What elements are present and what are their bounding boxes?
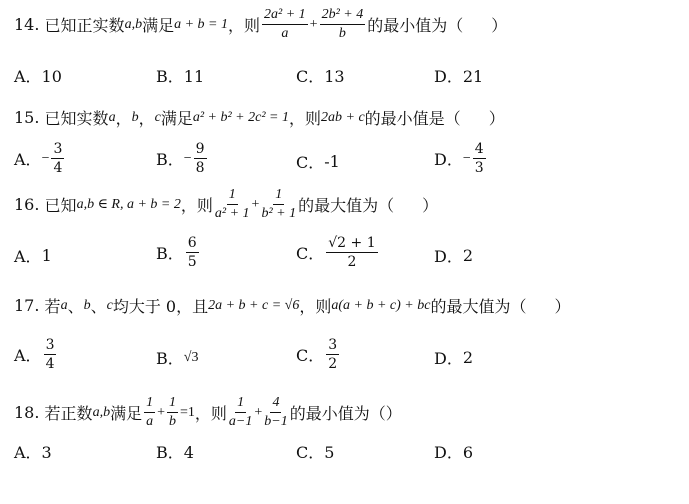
question-14-stem (14, 6, 507, 43)
fraction: $\frac{1}{a}$ (146, 395, 154, 429)
option-b: B． $\frac{6}{5}$ (156, 235, 197, 270)
math-expression: 2ab + c (321, 109, 365, 125)
math-condition: a² + b² + 2c² = 1 (192, 109, 289, 125)
option-a: A． − $\frac{3}{4}$ (14, 141, 63, 176)
fraction: $\frac{\text{2a² + 1}}{a}$ (264, 7, 306, 41)
math-var: a (60, 297, 68, 313)
math-var: b (83, 297, 91, 313)
stem-text: 的最小值是（ (364, 109, 461, 128)
option-c: C． $\frac{√2 + 1}{2}$ (296, 235, 376, 270)
separator: 、 (90, 297, 107, 316)
stem-text: 的最大值为（ (298, 196, 395, 215)
plus-sign: + (254, 404, 263, 420)
answer-blank: ） (554, 297, 571, 316)
stem-text: ，则 (288, 109, 321, 128)
option-d: D．21 (434, 67, 484, 86)
option-a: A．3 (14, 443, 52, 462)
question-number: 17. (14, 296, 40, 315)
option-c: C．5 (296, 443, 335, 462)
math-condition: a + b = 1 (174, 16, 228, 32)
stem-text: ，则 (180, 196, 213, 215)
math-var: a (108, 109, 116, 125)
stem-text: ，则 (194, 404, 227, 423)
option-c: C．13 (296, 67, 345, 86)
plus-sign: + (157, 404, 165, 420)
question-17-stem (14, 294, 570, 317)
option-c: C． $\frac{3}{2}$ (296, 337, 338, 372)
option-b: B．11 (156, 67, 205, 86)
stem-text: 若 (44, 297, 61, 316)
math-condition: 2a + b + c = √6 (208, 297, 300, 313)
option-b: B． − $\frac{9}{8}$ (156, 141, 205, 176)
stem-text: 的最小值为（ (289, 404, 386, 423)
fraction: $\frac{\text{2b² + 4}}{b}$ (321, 7, 364, 41)
answer-blank: ） (422, 196, 439, 215)
option-a: A．10 (14, 67, 62, 86)
question-number: 18. (14, 403, 40, 422)
question-18-stem (14, 394, 402, 431)
fraction: $\frac{1}{\text{a² + 1}}$ (214, 187, 250, 221)
question-number: 15. (14, 108, 40, 127)
math-vars: a,b (92, 404, 111, 420)
separator: ， (138, 109, 155, 128)
separator: ， (115, 109, 132, 128)
option-b: B．4 (156, 443, 194, 462)
plus-sign: + (251, 196, 260, 212)
stem-text: 已知 (44, 196, 77, 215)
math-var: c (106, 297, 113, 313)
option-c: C． -1 (296, 152, 340, 172)
question-number: 16. (14, 195, 40, 214)
fraction: $\frac{4}{b-1}$ (264, 395, 288, 429)
stem-text: ，则 (227, 16, 260, 35)
math-vars: a,b (124, 16, 143, 32)
math-var: b (131, 109, 139, 125)
answer-blank: ） (491, 16, 508, 35)
option-a: A． $\frac{3}{4}$ (14, 337, 55, 372)
question-15-stem (14, 106, 505, 129)
fraction: $\frac{1}{a-1}$ (228, 395, 253, 429)
option-d: D．6 (434, 443, 474, 462)
option-d: D． − $\frac{4}{3}$ (434, 141, 484, 176)
stem-text: 满足 (160, 109, 193, 128)
equals: =1 (179, 404, 195, 420)
stem-text: 的最小值为（ (367, 16, 464, 35)
stem-text: ，则 (299, 297, 332, 316)
separator: 、 (67, 297, 84, 316)
stem-text: 满足 (142, 16, 175, 35)
option-d: D． 2 (434, 246, 474, 266)
plus-sign: + (309, 16, 318, 32)
answer-blank: ） (488, 109, 505, 128)
answer-blank: ） (385, 404, 402, 423)
option-d: D． 2 (434, 348, 474, 368)
option-a: A． 1 (14, 246, 52, 266)
option-b: B． √3 (156, 349, 199, 368)
stem-text: 的最大值为（ (430, 297, 527, 316)
stem-text: 若正数 (44, 404, 93, 423)
fraction: $\frac{1}{b}$ (168, 395, 176, 429)
question-number: 14. (14, 15, 40, 34)
stem-text: 均大于 0，且 (112, 297, 209, 316)
math-condition: a,b ∈ R, a + b = 2 (76, 197, 181, 212)
question-16-stem (14, 186, 438, 223)
math-var: c (154, 109, 161, 125)
stem-text: 已知实数 (44, 109, 109, 128)
fraction: $\frac{1}{\text{b² + 1}}$ (261, 187, 297, 221)
math-expression: a(a + b + c) + bc (331, 297, 431, 313)
stem-text: 已知正实数 (44, 16, 125, 35)
stem-text: 满足 (110, 404, 143, 423)
